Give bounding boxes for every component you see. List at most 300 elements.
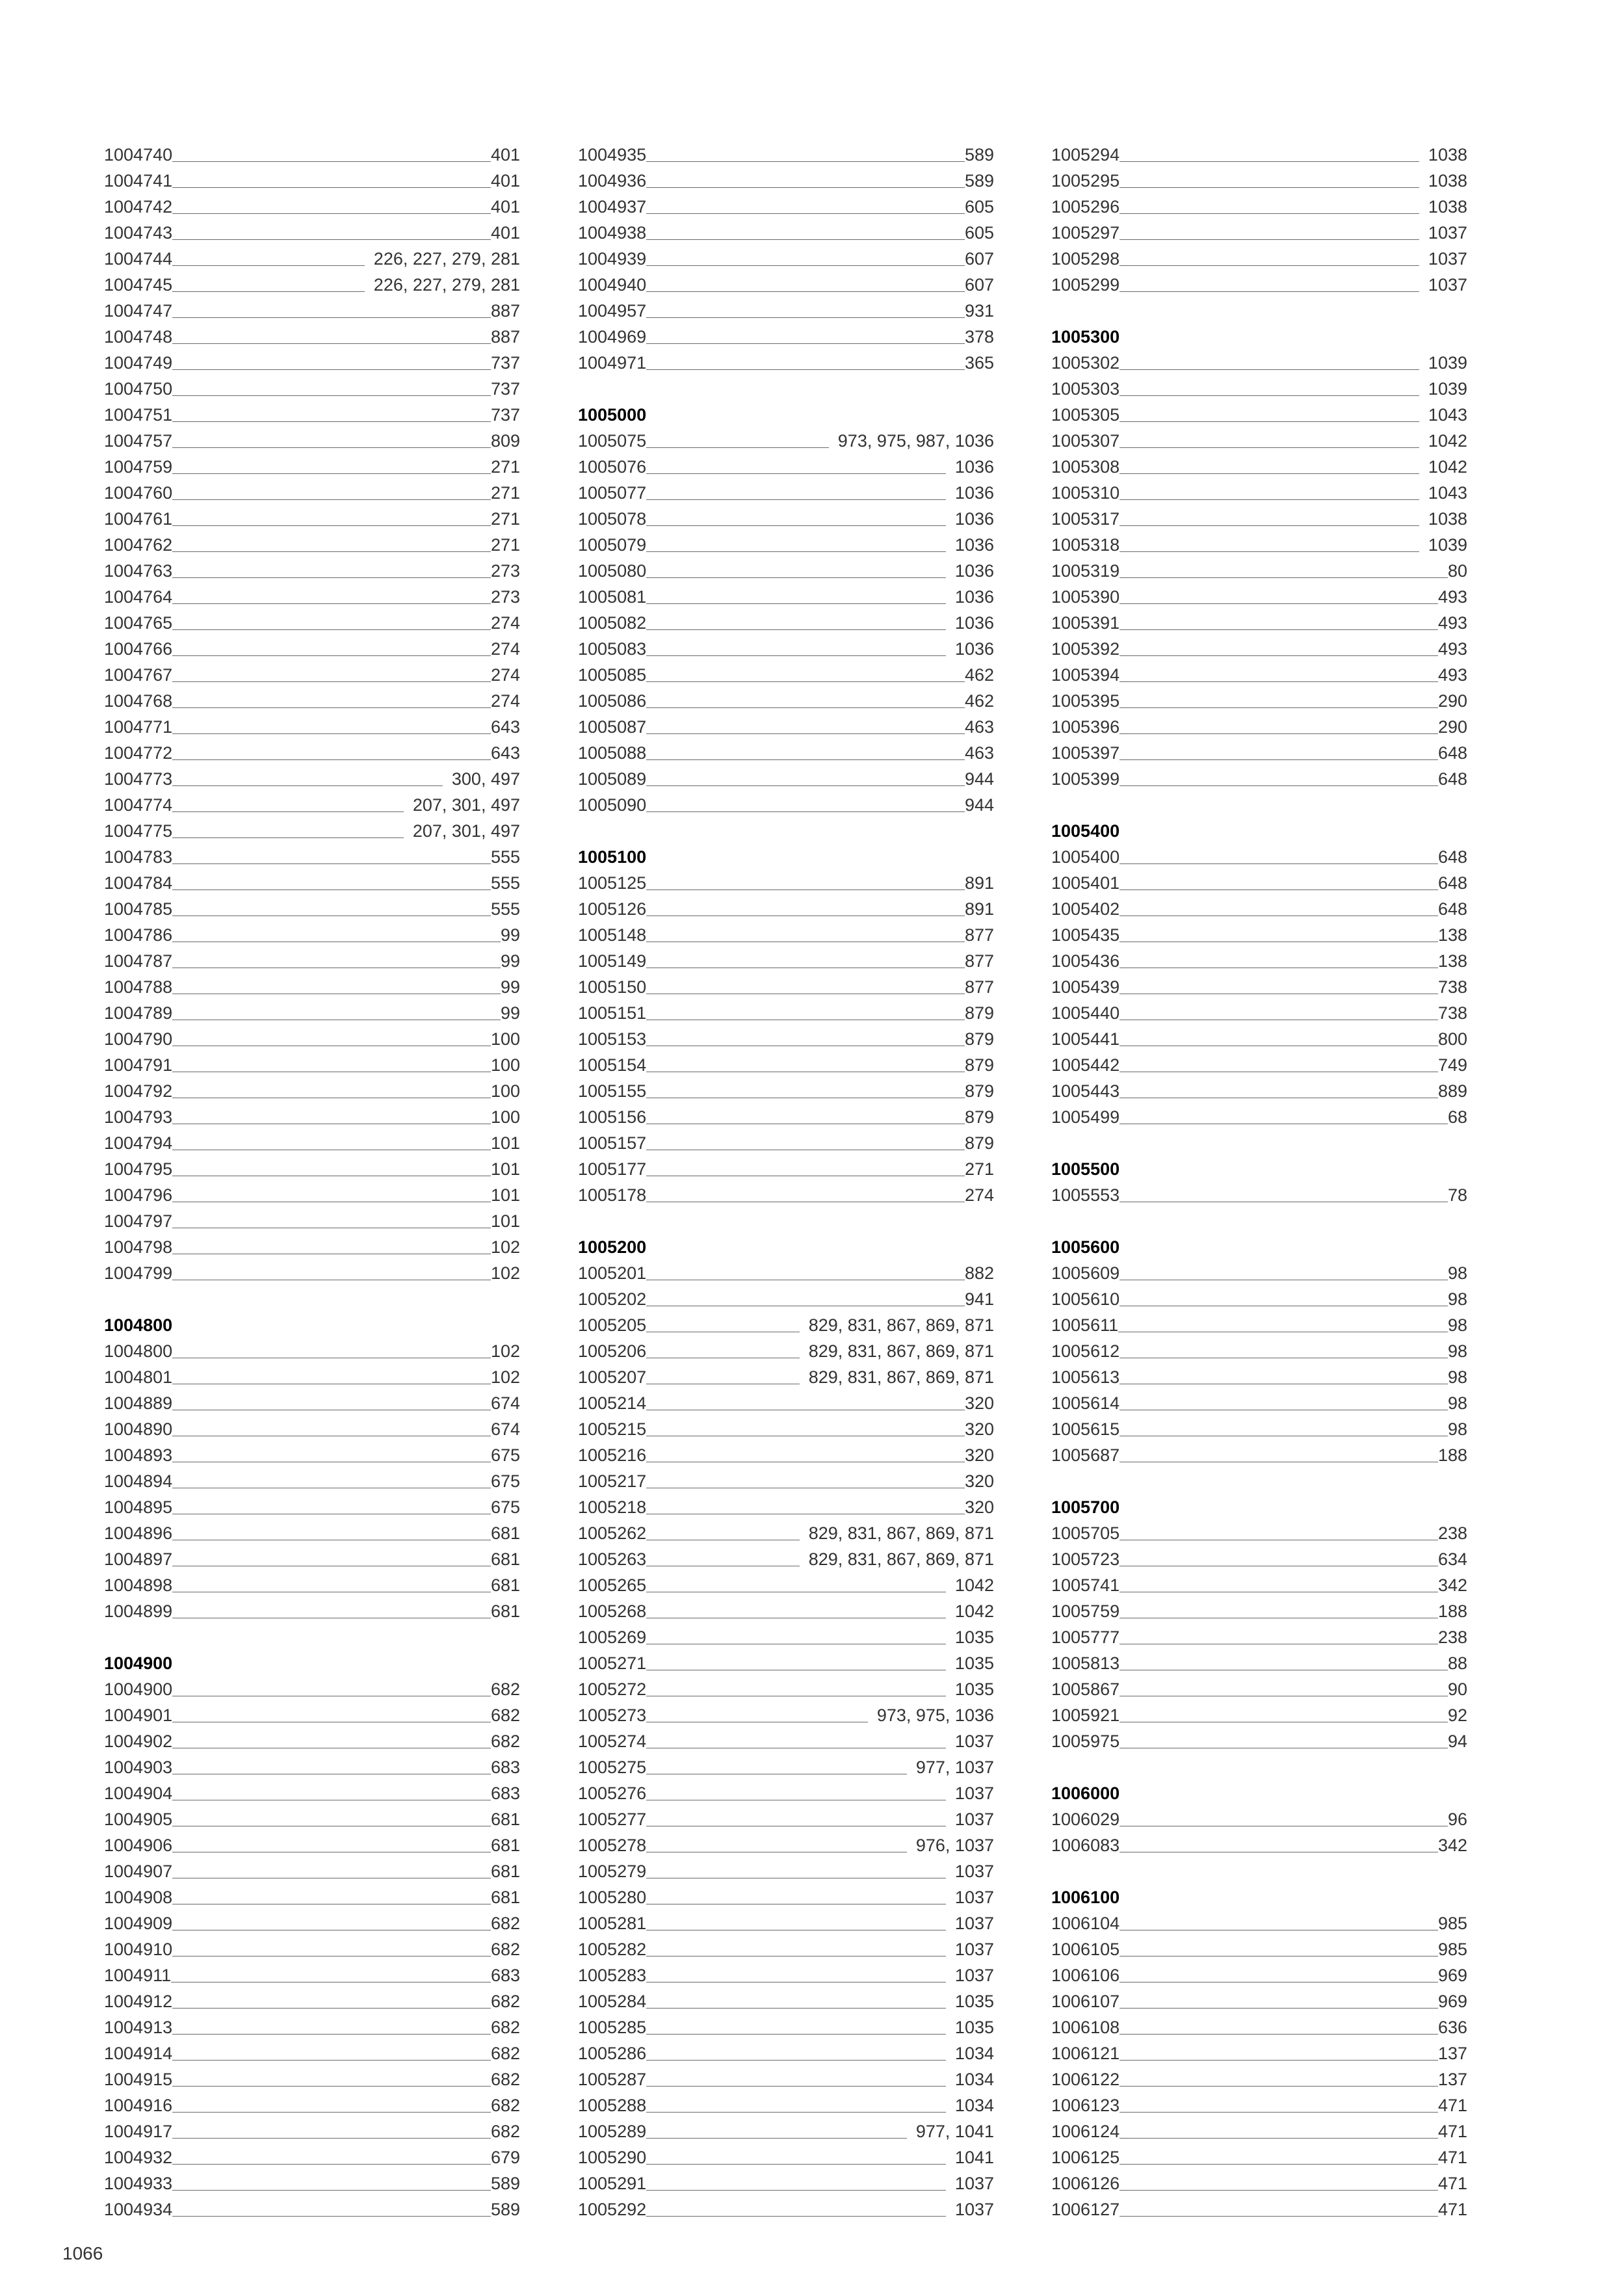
article-number: 1004969 [578,327,647,347]
article-number: 1004768 [104,691,173,711]
index-entry [104,1208,520,1234]
page-reference: 101 [490,1133,520,1153]
article-number: 1004914 [104,2044,173,2063]
page-reference: 681 [490,1862,520,1881]
index-entry [104,974,520,1000]
article-number: 1004911 [104,1966,172,1985]
index-entry [578,2144,994,2170]
index-entry [1051,454,1467,480]
index-entry [1051,1936,1467,1962]
article-number: 1005299 [1051,275,1120,295]
page-reference: 1043 [1428,483,1467,503]
article-number: 1005401 [1051,873,1120,893]
article-number: 1005317 [1051,509,1120,529]
index-entry [578,740,994,766]
article-number: 1005436 [1051,951,1120,971]
index-entry [104,272,520,298]
page-reference: 320 [964,1419,994,1439]
article-number: 1005216 [578,1445,647,1465]
index-entry [578,792,994,818]
leader-line [1120,213,1419,214]
page-reference: 98 [1447,1393,1467,1413]
leader-line [172,2164,491,2165]
article-number: 1004790 [104,1029,173,1049]
index-entry [578,480,994,506]
page-reference: 1037 [954,1810,994,1829]
leader-line [646,161,965,162]
page-reference: 636 [1437,2018,1467,2037]
article-number: 1004760 [104,483,173,503]
index-entry [1051,194,1467,220]
index-entry [104,2144,520,2170]
index-entry [1051,1000,1467,1026]
page-reference: 829, 831, 867, 869, 871 [808,1523,994,1543]
index-entry [104,1806,520,1832]
index-entry [1051,1598,1467,1624]
page-reference: 401 [490,145,520,165]
page-reference: 471 [1437,2096,1467,2115]
article-number: 1005280 [578,1888,647,1907]
page-reference: 682 [490,2122,520,2141]
index-entry [104,792,520,818]
article-number: 1004932 [104,2148,173,2167]
page-reference: 879 [964,1081,994,1101]
article-number: 1005148 [578,925,647,945]
page-reference: 92 [1447,1706,1467,1725]
page-reference: 273 [490,587,520,607]
article-number: 1004740 [104,145,173,165]
index-entry [104,324,520,350]
article-number: 1005284 [578,1992,647,2011]
page-reference: 679 [490,2148,520,2167]
index-entry [1051,480,1467,506]
index-entry [1051,2118,1467,2144]
leader-line [1120,499,1419,500]
article-number: 1005275 [578,1758,647,1777]
article-number: 1004909 [104,1914,173,1933]
page-reference: 401 [490,197,520,217]
leader-line [646,239,965,240]
page-reference: 879 [964,1133,994,1153]
index-entry [104,1988,520,2014]
leader-line [172,889,491,890]
page-reference: 1038 [1428,509,1467,529]
page-reference: 271 [490,483,520,503]
page-reference: 188 [1437,1445,1467,1465]
page-reference: 738 [1437,1003,1467,1023]
page-reference: 1037 [954,1862,994,1881]
page-reference: 98 [1447,1341,1467,1361]
index-column-2 [578,142,994,2222]
article-number: 1005302 [1051,353,1120,373]
index-entry [1051,714,1467,740]
article-number: 1006123 [1051,2096,1120,2115]
index-entry [578,1780,994,1806]
index-entry [1051,1104,1467,1130]
index-entry [104,454,520,480]
article-number: 1005394 [1051,665,1120,685]
page-reference: 471 [1437,2200,1467,2219]
article-number: 1004783 [104,847,173,867]
article-number: 1005291 [578,2174,647,2193]
page-reference: 78 [1447,1185,1467,1205]
leader-line [1120,863,1438,864]
leader-line [646,447,829,448]
page-reference: 1042 [954,1575,994,1595]
article-number: 1004889 [104,1393,173,1413]
page-reference: 101 [490,1211,520,1231]
page-reference: 648 [1437,743,1467,763]
index-entry [104,1494,520,1520]
article-number: 1005687 [1051,1445,1120,1465]
page-reference: 1034 [954,2044,994,2063]
index-entry [578,1338,994,1364]
article-number: 1005086 [578,691,647,711]
leader-line [1120,473,1419,474]
article-number: 1005125 [578,873,647,893]
page-reference: 737 [490,405,520,425]
page-reference: 682 [490,1706,520,1725]
page-reference: 555 [490,873,520,893]
article-number: 1004774 [104,795,173,815]
page-reference: 648 [1437,847,1467,867]
index-entry [578,1598,994,1624]
article-number: 1004750 [104,379,173,399]
article-number: 1005705 [1051,1523,1120,1543]
index-entry [104,220,520,246]
article-number: 1005298 [1051,249,1120,269]
leader-line [172,525,491,526]
page-reference: 681 [490,1810,520,1829]
leader-line [172,759,491,760]
leader-line [172,187,491,188]
article-number: 1004906 [104,1836,173,1855]
article-number: 1004747 [104,301,173,321]
article-number: 1005287 [578,2070,647,2089]
leader-line [172,395,491,396]
index-entry [1051,1988,1467,2014]
leader-line [172,2112,491,2113]
leader-line [172,2008,491,2009]
page-reference: 969 [1437,1966,1467,1985]
index-entry [1051,662,1467,688]
page-reference: 607 [964,249,994,269]
page-reference: 365 [964,353,994,373]
page-reference: 471 [1437,2148,1467,2167]
index-entry [578,1624,994,1650]
page-reference: 68 [1447,1107,1467,1127]
index-entry [104,2092,520,2118]
article-number: 1004757 [104,431,173,451]
article-number: 1004764 [104,587,173,607]
index-entry [1051,740,1467,766]
leader-line [646,2034,946,2035]
index-entry [104,1702,520,1728]
leader-line [1120,447,1419,448]
page-reference: 738 [1437,977,1467,997]
index-entry [1051,1728,1467,1754]
article-number: 1005269 [578,1627,647,1647]
leader-line [1120,759,1438,760]
article-number: 1004937 [578,197,647,217]
article-number: 1004940 [578,275,647,295]
article-number: 1005153 [578,1029,647,1049]
index-entry [1051,246,1467,272]
article-number: 1005088 [578,743,647,763]
index-entry [104,896,520,922]
index-entry [578,1156,994,1182]
index-entry [1051,1832,1467,1858]
index-entry [104,1910,520,1936]
index-entry [578,1858,994,1884]
page-reference: 226, 227, 279, 281 [373,249,520,269]
index-entry [104,2170,520,2196]
article-number: 1004749 [104,353,173,373]
article-number: 1005441 [1051,1029,1120,1049]
index-entry [104,2118,520,2144]
article-number: 1005318 [1051,535,1120,555]
index-entry [578,1520,994,1546]
section-gap [578,1208,994,1234]
index-entry [104,2196,520,2222]
article-number: 1004762 [104,535,173,555]
leader-line [172,603,491,604]
index-entry [578,1182,994,1208]
page-reference: 682 [490,1732,520,1751]
page-reference: 98 [1447,1289,1467,1309]
article-number: 1005087 [578,717,647,737]
page-reference: 99 [500,1003,520,1023]
index-entry [104,506,520,532]
section-gap [1051,1754,1467,1780]
article-number: 1005303 [1051,379,1120,399]
article-number: 1005282 [578,1940,647,1959]
page-reference: 985 [1437,1914,1467,1933]
article-number: 1004971 [578,353,647,373]
page-reference: 1037 [1428,249,1467,269]
leader-line [1120,681,1438,682]
article-number: 1005276 [578,1784,647,1803]
index-entry [578,1572,994,1598]
page-reference: 493 [1437,665,1467,685]
page-reference: 102 [490,1237,520,1257]
leader-line [1120,239,1419,240]
article-number: 1005615 [1051,1419,1120,1439]
article-number: 1006029 [1051,1810,1120,1829]
article-number: 1004761 [104,509,173,529]
index-entry [578,714,994,740]
index-entry [578,428,994,454]
page-reference: 96 [1447,1810,1467,1829]
page-reference: 1042 [1428,457,1467,477]
article-number: 1004775 [104,821,173,841]
page-reference: 675 [490,1497,520,1517]
index-entry [578,948,994,974]
index-entry [104,558,520,584]
leader-line [1120,161,1419,162]
index-entry [578,194,994,220]
index-entry [104,1962,520,1988]
index-entry [104,1520,520,1546]
index-entry [1051,974,1467,1000]
article-number: 1005867 [1051,1680,1120,1699]
leader-line [172,2216,491,2217]
leader-line [1120,603,1438,604]
page-reference: 1037 [954,1784,994,1803]
index-entry [578,2040,994,2066]
article-number: 1004895 [104,1497,173,1517]
page-reference: 941 [964,1289,994,1309]
index-entry [1051,2040,1467,2066]
article-number: 1005078 [578,509,647,529]
index-entry [1051,1182,1467,1208]
page-reference: 401 [490,171,520,191]
page-reference: 274 [964,1185,994,1205]
article-number: 1005741 [1051,1575,1120,1595]
index-entry [104,1000,520,1026]
page-reference: 101 [490,1159,520,1179]
index-entry [578,1806,994,1832]
article-number: 1005396 [1051,717,1120,737]
index-entry [578,272,994,298]
leader-line [172,681,491,682]
section-gap [578,818,994,844]
article-number: 1004788 [104,977,173,997]
article-number: 1004896 [104,1523,173,1543]
index-entry [104,246,520,272]
page-reference: 682 [490,2018,520,2037]
leader-line [1120,265,1419,266]
index-entry [1051,428,1467,454]
page-reference: 1036 [954,483,994,503]
article-number: 1004773 [104,769,173,789]
page-reference: 1035 [954,1653,994,1673]
article-number: 1004796 [104,1185,173,1205]
page-reference: 931 [964,301,994,321]
index-entry [1051,1962,1467,1988]
page-reference: 675 [490,1471,520,1491]
article-number: 1004936 [578,171,647,191]
article-number: 1004741 [104,171,173,191]
article-number: 1005201 [578,1263,647,1283]
index-entry [578,688,994,714]
page-reference: 1037 [954,1732,994,1751]
leader-line [172,239,491,240]
page-reference: 100 [490,1055,520,1075]
page-reference: 555 [490,847,520,867]
index-entry [104,1338,520,1364]
page-reference: 879 [964,1055,994,1075]
leader-line [171,1982,491,1983]
leader-line [646,343,965,344]
article-number: 1006125 [1051,2148,1120,2167]
page-reference: 401 [490,223,520,243]
article-number: 1004800 [104,1341,173,1361]
page-reference: 877 [964,977,994,997]
page-reference: 98 [1447,1263,1467,1283]
index-entry [104,740,520,766]
page-reference: 643 [490,743,520,763]
index-entry [1051,1078,1467,1104]
page-reference: 1043 [1428,405,1467,425]
index-entry [1051,1676,1467,1702]
index-entry [104,1260,520,1286]
index-entry [104,428,520,454]
index-entry [578,2196,994,2222]
index-entry [1051,506,1467,532]
page-reference: 682 [490,1680,520,1699]
index-entry [578,1962,994,1988]
page-reference: 1036 [954,509,994,529]
page-reference: 238 [1437,1627,1467,1647]
page-reference: 877 [964,951,994,971]
page-reference: 320 [964,1393,994,1413]
index-entry [578,1312,994,1338]
article-number: 1005609 [1051,1263,1120,1283]
leader-line [172,421,491,422]
leader-line [172,2190,491,2191]
index-entry [578,766,994,792]
article-number: 1004933 [104,2174,173,2193]
leader-line [172,265,365,266]
article-number: 1004905 [104,1810,173,1829]
leader-line [1120,551,1419,552]
page-reference: 320 [964,1471,994,1491]
page-reference: 589 [490,2200,520,2219]
article-number: 1005777 [1051,1627,1120,1647]
section-heading: 1005400 [1051,821,1120,841]
article-number: 1005392 [1051,639,1120,659]
index-entry [1051,402,1467,428]
leader-line [172,161,491,162]
section-heading: 1006100 [1051,1888,1120,1907]
index-entry [1051,766,1467,792]
article-number: 1005082 [578,613,647,633]
page-reference: 1034 [954,2070,994,2089]
leader-line [172,733,491,734]
index-entry [1051,2066,1467,2092]
page-reference: 271 [490,457,520,477]
section-heading: 1004800 [104,1315,173,1335]
leader-line [1120,187,1419,188]
index-entry [104,870,520,896]
page-reference: 1037 [954,2174,994,2193]
article-number: 1005290 [578,2148,647,2167]
page-reference: 1037 [1428,223,1467,243]
page-reference: 271 [964,1159,994,1179]
article-number: 1004801 [104,1367,173,1387]
index-entry [1051,1910,1467,1936]
page-reference: 973, 975, 987, 1036 [837,431,994,451]
page-number: 1066 [62,2243,103,2263]
article-number: 1004893 [104,1445,173,1465]
index-entry [1051,168,1467,194]
article-number: 1005285 [578,2018,647,2037]
index-entry [1051,558,1467,584]
article-number: 1004784 [104,873,173,893]
page-reference: 102 [490,1367,520,1387]
page-reference: 648 [1437,769,1467,789]
article-number: 1005075 [578,431,647,451]
page-reference: 681 [490,1523,520,1543]
index-entry [1051,1624,1467,1650]
article-number: 1005391 [1051,613,1120,633]
article-number: 1005156 [578,1107,647,1127]
page-reference: 100 [490,1029,520,1049]
leader-line [172,551,491,552]
page-reference: 98 [1447,1367,1467,1387]
article-number: 1006126 [1051,2174,1120,2193]
